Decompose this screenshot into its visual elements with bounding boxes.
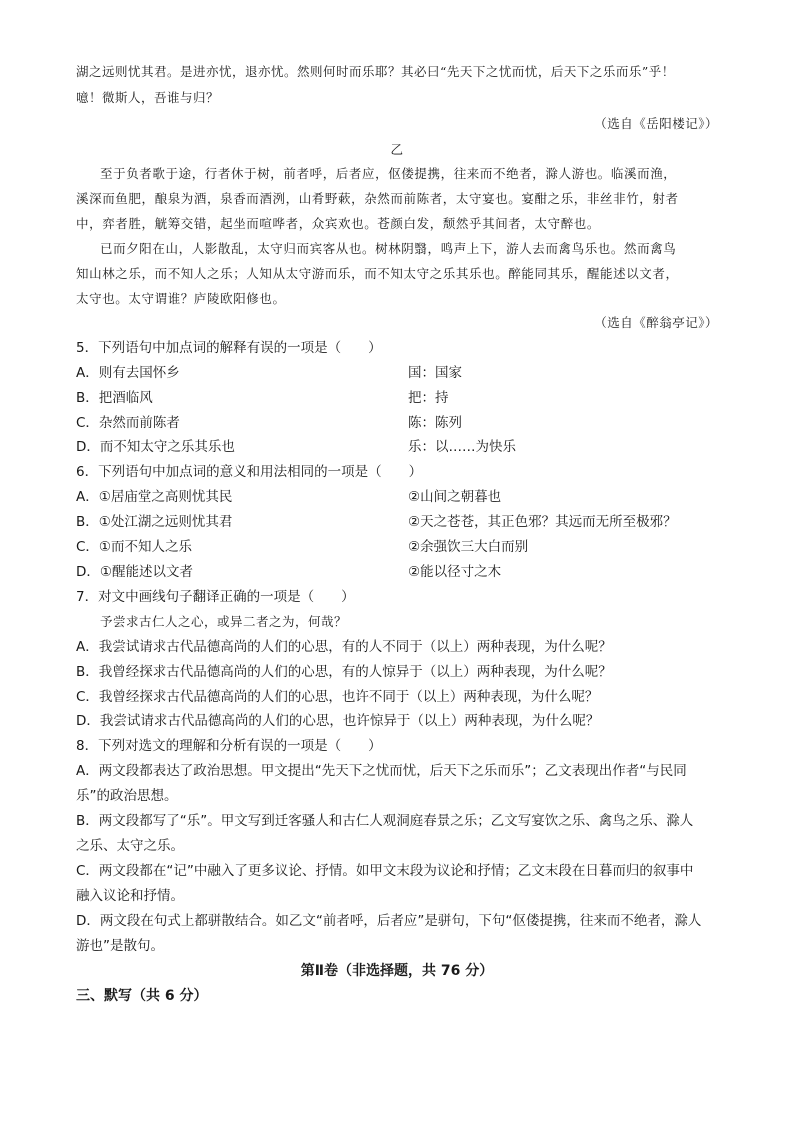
passage-yi-line-2: 溪深而鱼肥，酿泉为酒，泉香而酒洌，山肴野蔌，杂然而前陈者，太守宴也。宴酣之乐，非丝非竹，射者 [76,191,679,206]
passage-yi-source: （选自《醉翁亭记》） [594,315,718,330]
q6-option-a: A．①居庙堂之高则忧其民 [76,489,233,505]
passage-yi-line-4: 已而夕阳在山，人影散乱，太守归而宾客从也。树林阴翳，鸣声上下，游人去而禽鸟乐也。然而禽鸟 [100,241,677,256]
section-3-title: 三、默写（共 6 分） [76,988,208,1004]
q6-option-d-pair: ②能以径寸之木 [408,564,502,580]
q5-option-d-gloss: 乐：以……为快乐 [408,439,516,455]
q8-option-b-line-2: 之乐、太守之乐。 [76,838,184,854]
passage-jia-source: （选自《岳阳楼记》） [594,116,718,131]
q5-option-b: B．把酒临风 [76,390,153,406]
q6-stem: 6．下列语句中加点词的意义和用法相同的一项是（ ） [76,464,423,480]
passage-yi-heading: 乙 [390,142,404,157]
q8-option-d-line-2: 游也”是散句。 [76,938,164,954]
part-2-title: 第Ⅱ卷（非选择题，共 76 分） [300,963,494,979]
passage-yi-line-3: 中，弈者胜，觥筹交错，起坐而喧哗者，众宾欢也。苍颜白发，颓然乎其间者，太守醉也。 [76,216,601,231]
passage-yi-line-6: 太守也。太守谓谁？庐陵欧阳修也。 [76,291,286,306]
q8-option-d-line-1: D．两文段在句式上都骈散结合。如乙文“前者呼，后者应”是骈句，下句“伛偻提携，往来而不绝者，滁人 [76,913,702,929]
q8-option-c-line-2: 融入议论和抒情。 [76,888,184,904]
q5-option-c-gloss: 陈：陈列 [408,415,462,431]
q7-stem: 7．对文中画线句子翻译正确的一项是（ ） [76,589,355,605]
q5-option-d: D．而不知太守之乐其乐也 [76,439,235,455]
q6-option-a-pair: ②山间之朝暮也 [408,489,502,505]
q8-option-c-line-1: C．两文段都在“记”中融入了更多议论、抒情。如甲文末段为议论和抒情；乙文末段在日暮而归的叙事中 [76,863,694,879]
q6-option-d: D．①醒能述以文者 [76,564,193,580]
q7-option-d: D．我尝试请求古代品德高尚的人们的心思，也许惊异于（以上）两种表现，为什么呢？ [76,713,600,729]
q6-option-b-pair: ②天之苍苍，其正色邪？其远而无所至极邪？ [408,514,677,530]
q5-option-a: A．则有去国怀乡 [76,365,180,381]
q5-stem: 5．下列语句中加点词的解释有误的一项是（ ） [76,340,382,356]
passage-yi-line-1: 至于负者歌于途，行者休于树，前者呼，后者应，伛偻提携，往来而不绝者，滁人游也。临溪而渔， [100,166,677,181]
q8-option-b-line-1: B．两文段都写了“乐”。甲文写到迁客骚人和古仁人观洞庭春景之乐；乙文写宴饮之乐、禽鸟之乐、滁人 [76,813,694,829]
passage-yi-line-5: 知山林之乐，而不知人之乐；人知从太守游而乐，而不知太守之乐其乐也。醉能同其乐，醒能述以文者， [76,266,679,281]
q8-option-a-line-1: A．两文段都表达了政治思想。甲文提出“先天下之忧而忧，后天下之乐而乐”；乙文表现出作者“与民同 [76,763,687,779]
q7-option-a: A．我尝试请求古代品德高尚的人们的心思，有的人不同于（以上）两种表现，为什么呢？ [76,639,612,655]
q6-option-c-pair: ②余强饮三大白而别 [408,539,529,555]
passage-jia-line-1: 湖之远则忧其君。是进亦忧，退亦忧。然则何时而乐耶？其必曰“先天下之忧而忧，后天下之乐而乐”乎！ [76,64,675,79]
q5-option-c: C．杂然而前陈者 [76,415,180,431]
q7-option-b: B．我曾经探求古代品德高尚的人们的心思，有的人惊异于（以上）两种表现，为什么呢？ [76,664,612,680]
passage-jia-line-2: 噫！微斯人，吾谁与归？ [76,90,220,105]
q6-option-c: C．①而不知人之乐 [76,539,193,555]
q6-option-b: B．①处江湖之远则忧其君 [76,514,233,530]
q7-quote: 予尝求古仁人之心，或异二者之为，何哉？ [100,614,348,629]
q7-option-c: C．我曾经探求古代品德高尚的人们的心思，也许不同于（以上）两种表现，为什么呢？ [76,689,599,705]
q8-stem: 8．下列对选文的理解和分析有误的一项是（ ） [76,738,382,754]
q5-option-a-gloss: 国：国家 [408,365,462,381]
q8-option-a-line-2: 乐”的政治思想。 [76,788,178,804]
q5-option-b-gloss: 把：持 [408,390,449,406]
